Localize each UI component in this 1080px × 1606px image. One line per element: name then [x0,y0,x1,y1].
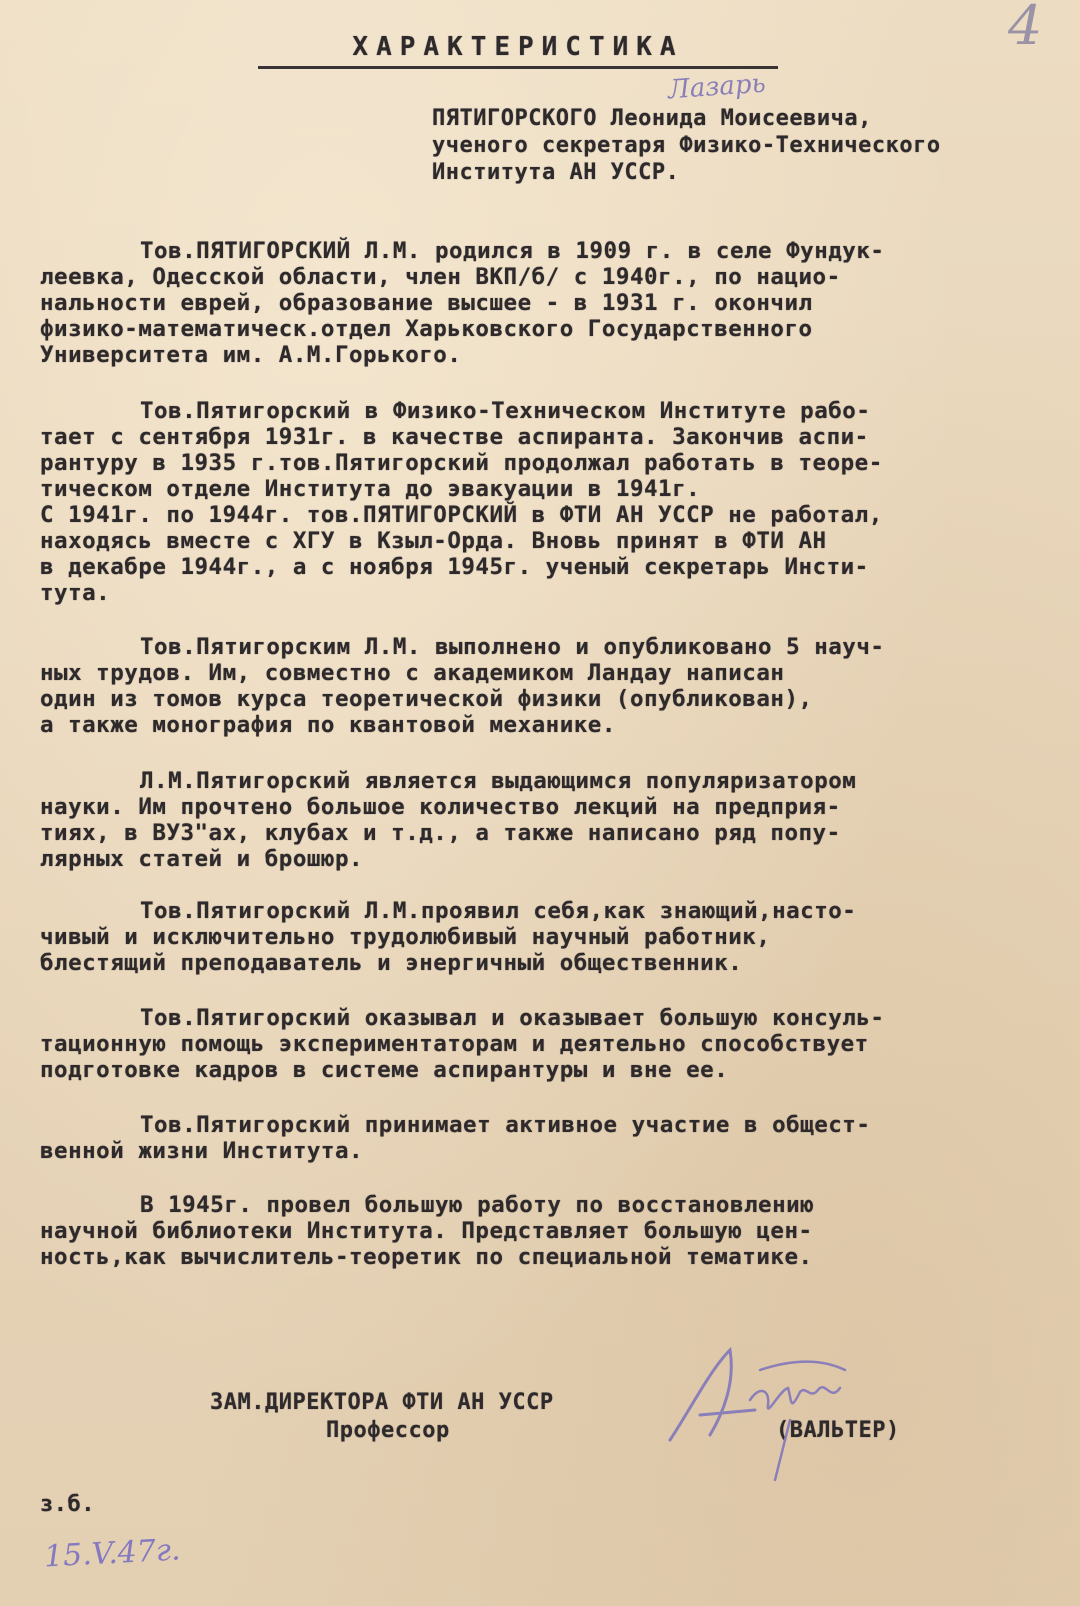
signer-name: (ВАЛЬТЕР) [776,1418,900,1443]
text-line: Тов.Пятигорский принимает активное участие в общест- [140,1112,871,1138]
text-line: блестящий преподаватель и энергичный общественник. [40,950,743,976]
text-line: В 1945г. провел большую работу по восстановлению [140,1192,815,1218]
subject-line-3: Института АН УССР. [432,160,680,185]
text-line: в декабре 1944г., а с ноября 1945г. ученый секретарь Инсти- [40,554,869,580]
text-line: находясь вместе с ХГУ в Кзыл-Орда. Вновь принят в ФТИ АН [40,528,827,554]
text-line: леевка, Одесской области, член ВКП/б/ с 1940г., по нацио- [40,264,841,290]
text-line: Л.М.Пятигорский является выдающимся популяризатором [140,768,857,794]
paragraph-birth [40,238,1050,368]
handwritten-date: 15.V.47г. [43,1532,182,1575]
text-line: лярных статей и брошюр. [40,846,364,872]
footer-code: з.б. [40,1492,95,1517]
corner-handwritten-mark: 4 [1008,0,1043,57]
text-line: научной библиотеки Института. Представляет большую цен- [40,1218,813,1244]
paragraph-career [40,398,1050,606]
signer-rank: Профессор [326,1418,450,1443]
text-line: С 1941г. по 1944г. тов.ПЯТИГОРСКИЙ в ФТИ АН УССР не работал, [40,502,883,528]
text-line: ных трудов. Им, совместно с академиком Ландау написан [40,660,785,686]
text-line: физико-математическ.отдел Харьковского Государственного [40,316,813,342]
text-line: Тов.Пятигорским Л.М. выполнено и опубликовано 5 науч- [140,634,885,660]
paragraph-consulting [40,1005,1050,1083]
text-line: Тов.Пятигорский в Физико-Техническом Институте рабо- [140,398,871,424]
text-line: Тов.Пятигорский оказывал и оказывает большую консуль- [140,1005,885,1031]
text-line: тиях, в ВУЗ"ах, клубах и т.д., а также написано ряд попу- [40,820,841,846]
text-line: венной жизни Института. [40,1138,364,1164]
text-line: подготовке кадров в системе аспирантуры и вне ее. [40,1057,729,1083]
paragraph-public-life [40,1112,1050,1164]
text-line: рантуру в 1935 г.тов.Пятигорский продолжал работать в теоре- [40,450,883,476]
handwritten-signature [640,1330,870,1490]
text-line: тута. [40,580,111,606]
subject-line-1: ПЯТИГОРСКОГО Леонида Моисеевича, [432,106,872,131]
document-title: ХАРАКТЕРИСТИКА [258,32,778,69]
text-line: тает с сентября 1931г. в качестве аспиранта. Закончив аспи- [40,424,869,450]
subject-line-2: ученого секретаря Физико-Технического [432,133,941,158]
text-line: тическом отделе Института до эвакуации в 1941г. [40,476,701,502]
text-line: чивый и исключительно трудолюбивый научный работник, [40,924,771,950]
paragraph-publications [40,634,1050,738]
text-line: нальности еврей, образование высшее - в 1931 г. окончил [40,290,813,316]
text-line: один из томов курса теоретической физики (опубликован), [40,686,813,712]
text-line: Университета им. А.М.Горького. [40,342,462,368]
text-line: Тов.ПЯТИГОРСКИЙ Л.М. родился в 1909 г. в селе Фундук- [140,238,885,264]
handwritten-name-note: Лазарь [667,68,767,106]
paragraph-popularizer [40,768,1050,872]
text-line: а также монография по квантовой механике. [40,712,616,738]
text-line: тационную помощь экспериментаторам и деятельно способствует [40,1031,869,1057]
paragraph-qualities [40,898,1050,976]
text-line: ность,как вычислитель-теоретик по специальной тематике. [40,1244,813,1270]
paragraph-library [40,1192,1050,1270]
signer-position: ЗАМ.ДИРЕКТОРА ФТИ АН УССР [210,1390,554,1415]
text-line: науки. Им прочтено большое количество лекций на предприя- [40,794,841,820]
text-line: Тов.Пятигорский Л.М.проявил себя,как знающий,насто- [140,898,857,924]
